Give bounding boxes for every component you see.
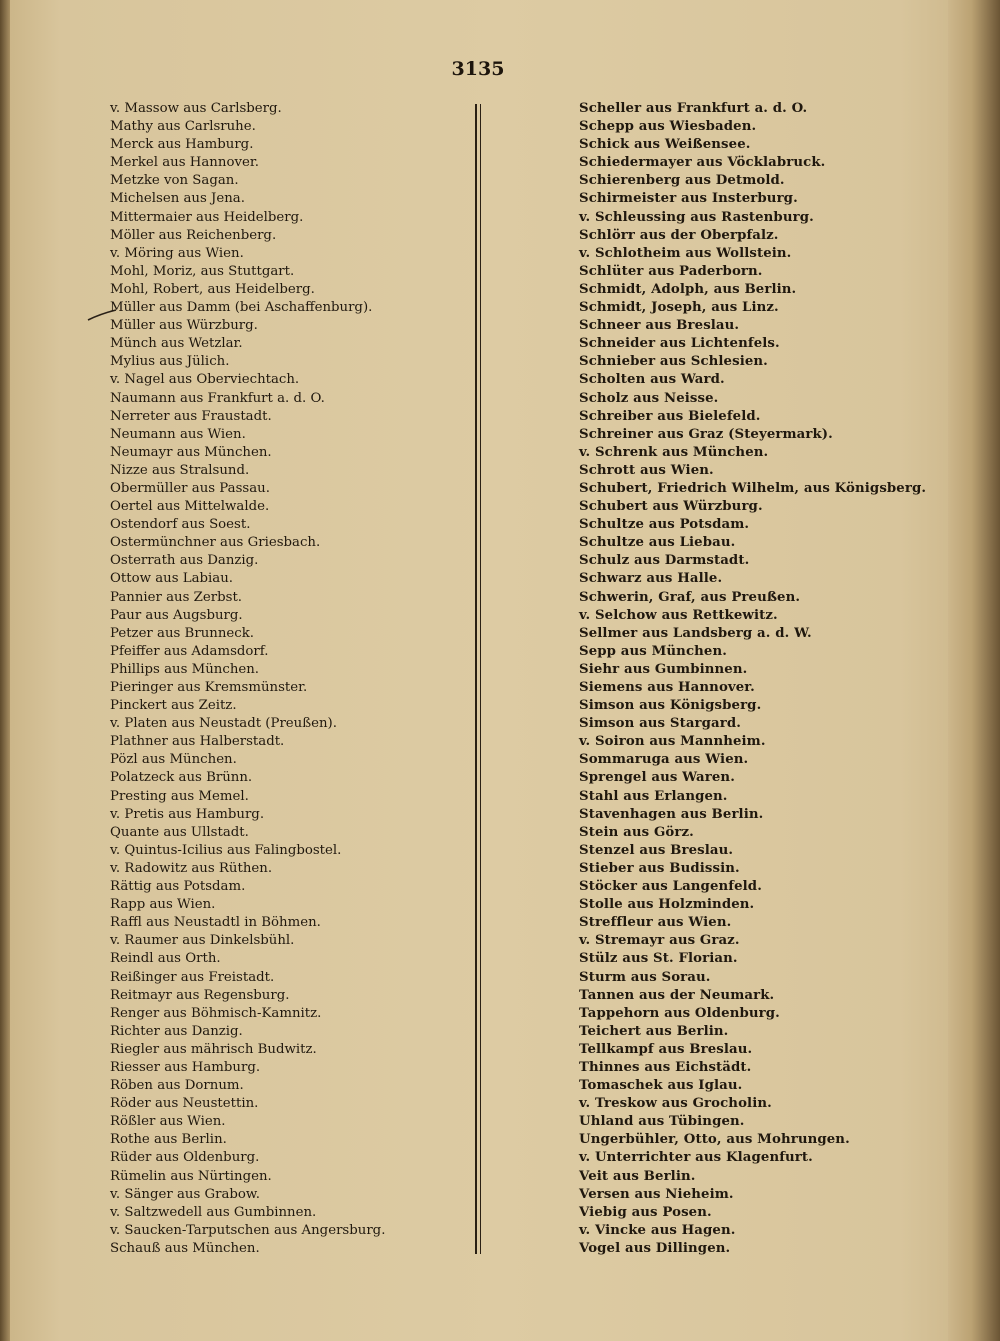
list-item: Rüder aus Oldenburg. <box>110 1150 260 1166</box>
list-item: Renger aus Böhmisch-Kamnitz. <box>110 1005 322 1021</box>
list-item: Rothe aus Berlin. <box>110 1132 227 1148</box>
list-item: v. Unterrichter aus Klagenfurt. <box>579 1150 813 1166</box>
list-item: Schlörr aus der Oberpfalz. <box>579 227 779 243</box>
list-item: Stolle aus Holzminden. <box>579 897 755 913</box>
list-item: Siehr aus Gumbinnen. <box>579 661 748 677</box>
list-item: Pözl aus München. <box>110 752 237 768</box>
list-item: Sturm aus Sorau. <box>579 969 711 985</box>
list-item: v. Selchow aus Rettkewitz. <box>579 607 778 623</box>
list-item: Veit aus Berlin. <box>579 1168 696 1184</box>
list-item: v. Schrenk aus München. <box>579 444 769 460</box>
list-item: Neumann aus Wien. <box>110 426 246 442</box>
list-item: Reitmayr aus Regensburg. <box>110 987 290 1003</box>
list-item: v. Massow aus Carlsberg. <box>110 101 282 116</box>
list-item: Röben aus Dornum. <box>110 1078 244 1094</box>
list-item: Plathner aus Halberstadt. <box>110 734 285 750</box>
list-item: Rößler aus Wien. <box>110 1114 226 1130</box>
list-item: Tappehorn aus Oldenburg. <box>579 1005 780 1021</box>
list-item: v. Schleussing aus Rastenburg. <box>579 209 814 225</box>
page-edge-shadow <box>948 0 1000 1341</box>
list-item: Münch aus Wetzlar. <box>110 336 243 352</box>
list-item: Rümelin aus Nürtingen. <box>110 1168 272 1184</box>
list-item: Schick aus Weißensee. <box>579 137 751 153</box>
list-item: Schulz aus Darmstadt. <box>579 553 750 569</box>
list-item: v. Saucken-Tarputschen aus Angersburg. <box>110 1222 386 1238</box>
list-item: Stieber aus Budissin. <box>579 860 740 876</box>
list-item: Thinnes aus Eichstädt. <box>579 1059 752 1075</box>
list-item: Mathy aus Carlsruhe. <box>110 119 256 135</box>
list-item: Schnieber aus Schlesien. <box>579 354 768 370</box>
list-item: Stahl aus Erlangen. <box>579 788 728 804</box>
list-item: Streffleur aus Wien. <box>579 915 732 931</box>
list-item: Raffl aus Neustadtl in Böhmen. <box>110 915 321 931</box>
list-item: Michelsen aus Jena. <box>110 191 245 207</box>
list-item: Mylius aus Jülich. <box>110 354 230 370</box>
list-item: Neumayr aus München. <box>110 444 272 460</box>
list-item: Simson aus Stargard. <box>579 716 741 732</box>
list-item: Müller aus Würzburg. <box>110 318 258 334</box>
list-item: Stein aus Görz. <box>579 824 694 840</box>
list-item: Müller aus Damm (bei Aschaffenburg). <box>110 300 373 316</box>
list-item: Schepp aus Wiesbaden. <box>579 119 757 135</box>
list-item: Quante aus Ullstadt. <box>110 824 249 840</box>
list-item: Pannier aus Zerbst. <box>110 589 243 605</box>
list-item: Mittermaier aus Heidelberg. <box>110 209 304 225</box>
list-item: Schwarz aus Halle. <box>579 571 723 587</box>
list-item: Ottow aus Labiau. <box>110 571 233 587</box>
list-item: v. Nagel aus Oberviechtach. <box>110 372 300 388</box>
list-item: v. Radowitz aus Rüthen. <box>110 860 273 876</box>
list-item: Scheller aus Frankfurt a. d. O. <box>579 101 808 116</box>
list-item: v. Pretis aus Hamburg. <box>110 806 265 822</box>
list-item: Reißinger aus Freistadt. <box>110 969 275 985</box>
list-item: Nizze aus Stralsund. <box>110 462 250 478</box>
list-item: Sellmer aus Landsberg a. d. W. <box>579 625 812 641</box>
list-item: Oertel aus Mittelwalde. <box>110 499 270 515</box>
list-item: Schreiner aus Graz (Steyermark). <box>579 426 833 442</box>
list-item: Schultze aus Liebau. <box>579 535 736 551</box>
list-item: Mohl, Robert, aus Heidelberg. <box>110 281 315 297</box>
list-item: Osterrath aus Danzig. <box>110 553 259 569</box>
list-item: Schiedermayer aus Vöcklabruck. <box>579 155 826 171</box>
list-item: Stenzel aus Breslau. <box>579 842 734 858</box>
list-item: Naumann aus Frankfurt a. d. O. <box>110 390 325 406</box>
list-item: Riegler aus mährisch Budwitz. <box>110 1041 317 1057</box>
list-item: Petzer aus Brunneck. <box>110 625 254 641</box>
list-item: v. Platen aus Neustadt (Preußen). <box>110 716 337 732</box>
list-item: Stavenhagen aus Berlin. <box>579 806 764 822</box>
left-column-list <box>110 100 460 1258</box>
list-item: v. Saltzwedell aus Gumbinnen. <box>110 1204 317 1220</box>
list-item: Tannen aus der Neumark. <box>579 987 775 1003</box>
list-item: Polatzeck aus Brünn. <box>110 770 253 786</box>
list-item: Scholz aus Neisse. <box>579 390 719 406</box>
list-item: Teichert aus Berlin. <box>579 1023 729 1039</box>
list-item: Schrott aus Wien. <box>579 462 714 478</box>
list-item: Möller aus Reichenberg. <box>110 227 277 243</box>
list-item: Pinckert aus Zeitz. <box>110 698 237 714</box>
list-item: Paur aus Augsburg. <box>110 607 243 623</box>
list-item: Schneer aus Breslau. <box>579 318 740 334</box>
list-item: Simson aus Königsberg. <box>579 698 762 714</box>
list-item: v. Möring aus Wien. <box>110 245 244 261</box>
list-item: v. Treskow aus Grocholin. <box>579 1096 772 1112</box>
list-item: Mohl, Moriz, aus Stuttgart. <box>110 263 295 279</box>
page-binding-shadow <box>0 0 10 1341</box>
list-item: Ungerbühler, Otto, aus Mohrungen. <box>579 1132 850 1148</box>
list-item: Schultze aus Potsdam. <box>579 517 750 533</box>
list-item: v. Soiron aus Mannheim. <box>579 734 766 750</box>
list-item: Uhland aus Tübingen. <box>579 1114 745 1130</box>
list-item: Viebig aus Posen. <box>579 1204 712 1220</box>
right-column-list <box>579 100 944 1258</box>
list-item: Schlüter aus Paderborn. <box>579 263 763 279</box>
list-item: Riesser aus Hamburg. <box>110 1059 261 1075</box>
list-item: Stöcker aus Langenfeld. <box>579 879 762 895</box>
list-item: Presting aus Memel. <box>110 788 249 804</box>
list-item: Reindl aus Orth. <box>110 951 221 967</box>
list-item: Metzke von Sagan. <box>110 173 239 189</box>
list-item: v. Vincke aus Hagen. <box>579 1222 736 1238</box>
list-item: v. Schlotheim aus Wollstein. <box>579 245 792 261</box>
list-item: v. Raumer aus Dinkelsbühl. <box>110 933 295 949</box>
list-item: Tomaschek aus Iglau. <box>579 1078 743 1094</box>
list-item: Siemens aus Hannover. <box>579 680 755 695</box>
list-item: Ostendorf aus Soest. <box>110 517 251 533</box>
list-item: Schirmeister aus Insterburg. <box>579 191 798 207</box>
list-item: Rättig aus Potsdam. <box>110 879 246 895</box>
list-item: Sprengel aus Waren. <box>579 770 735 786</box>
list-item: Schreiber aus Bielefeld. <box>579 408 761 424</box>
list-item: Nerreter aus Fraustadt. <box>110 408 272 424</box>
list-item: Stülz aus St. Florian. <box>579 951 738 967</box>
list-item: Versen aus Nieheim. <box>579 1186 734 1202</box>
list-item: Schubert, Friedrich Wilhelm, aus Königsberg. <box>579 480 927 496</box>
list-item: Scholten aus Ward. <box>579 372 725 388</box>
list-item: Sommaruga aus Wien. <box>579 752 749 768</box>
list-item: Richter aus Danzig. <box>110 1023 243 1039</box>
list-item: v. Stremayr aus Graz. <box>579 933 740 949</box>
list-item: Schmidt, Adolph, aus Berlin. <box>579 281 797 297</box>
list-item: Schmidt, Joseph, aus Linz. <box>579 300 779 316</box>
page-number: 3135 <box>451 58 505 80</box>
list-item: Merkel aus Hannover. <box>110 155 259 171</box>
list-item: Rapp aus Wien. <box>110 897 216 913</box>
list-item: v. Sänger aus Grabow. <box>110 1186 260 1202</box>
list-item: Schubert aus Würzburg. <box>579 499 763 515</box>
list-item: Ostermünchner aus Griesbach. <box>110 535 321 551</box>
list-item: Schwerin, Graf, aus Preußen. <box>579 589 801 605</box>
column-divider-rule <box>475 104 481 1254</box>
list-item: Schierenberg aus Detmold. <box>579 173 785 189</box>
list-item: Röder aus Neustettin. <box>110 1096 259 1112</box>
list-item: Pfeiffer aus Adamsdorf. <box>110 643 269 659</box>
list-item: Sepp aus München. <box>579 643 727 659</box>
list-item: Schneider aus Lichtenfels. <box>579 336 780 352</box>
list-item: Merck aus Hamburg. <box>110 137 254 153</box>
list-item: Tellkampf aus Breslau. <box>579 1041 753 1057</box>
list-item: Phillips aus München. <box>110 661 260 677</box>
list-item: Schauß aus München. <box>110 1240 260 1256</box>
list-item: v. Quintus-Icilius aus Falingbostel. <box>110 842 342 858</box>
list-item: Obermüller aus Passau. <box>110 480 270 496</box>
list-item: Pieringer aus Kremsmünster. <box>110 680 308 695</box>
list-item: Vogel aus Dillingen. <box>579 1240 731 1256</box>
